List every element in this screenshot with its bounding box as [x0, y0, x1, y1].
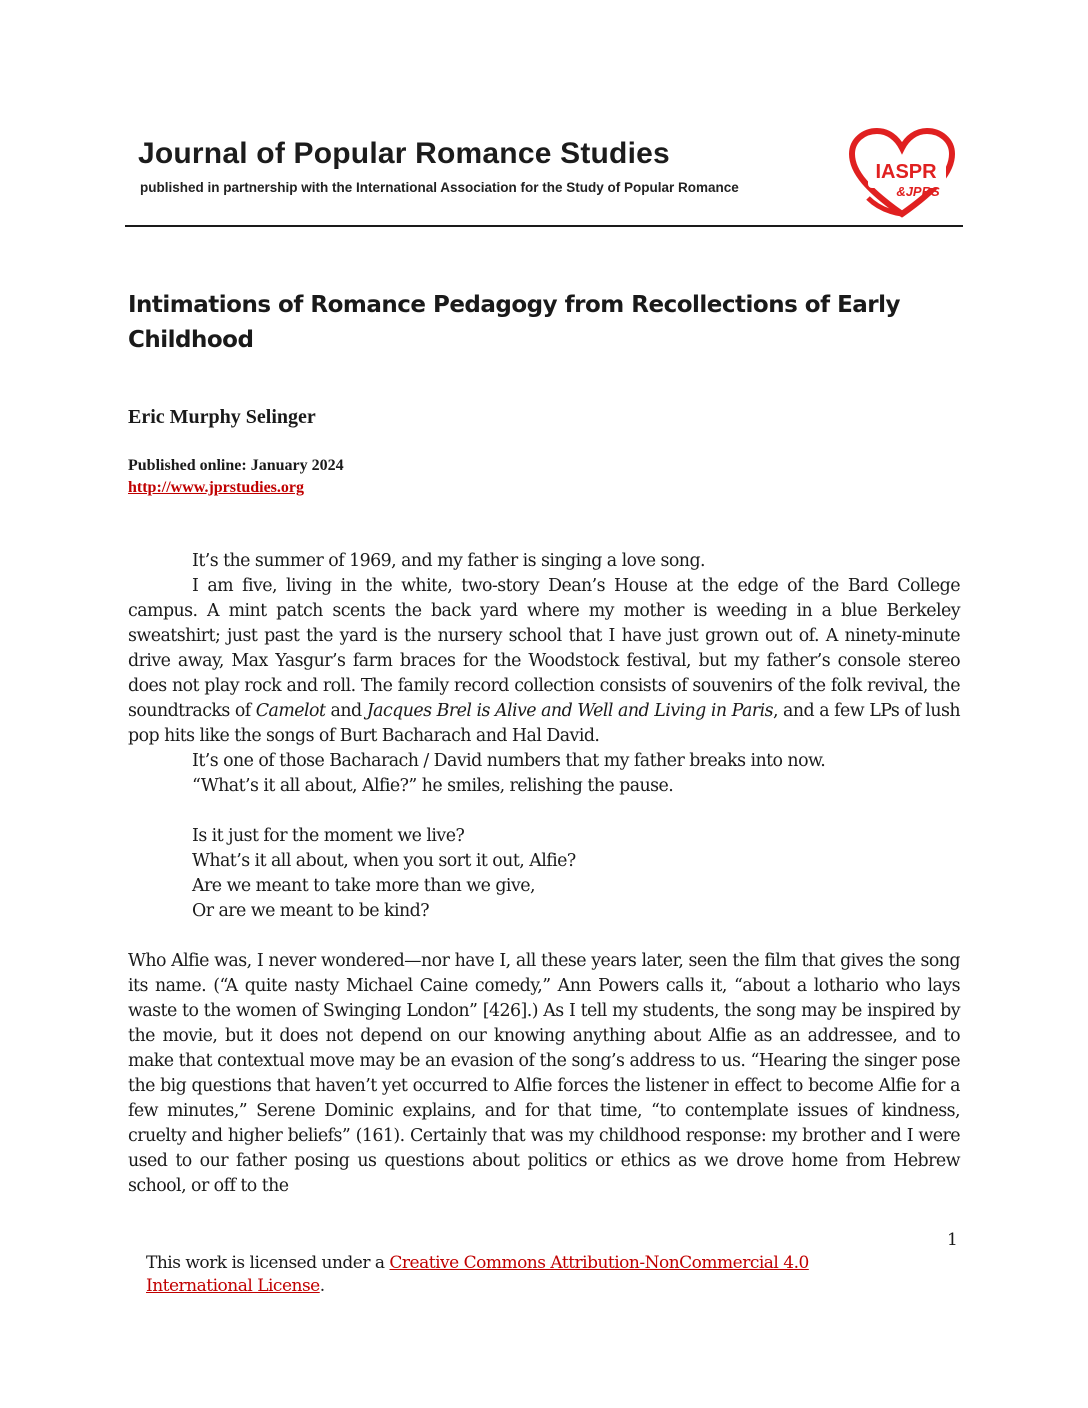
- song-lyrics: [192, 824, 960, 924]
- author-name: Eric Murphy Selinger: [128, 406, 316, 428]
- iaspr-logo: [848, 128, 956, 220]
- paragraph-1: It’s the summer of 1969, and my father is singing a love song.: [192, 551, 706, 571]
- journal-subtitle: published in partnership with the International Association for the Study of Popular Romance: [140, 180, 739, 195]
- lyric-line: Are we meant to take more than we give,: [192, 876, 535, 896]
- journal-title: Journal of Popular Romance Studies: [138, 137, 670, 170]
- page-number: 1: [947, 1230, 958, 1250]
- lyric-line: What’s it all about, when you sort it out, Alfie?: [192, 851, 576, 871]
- masthead-rule: [125, 225, 963, 227]
- journal-url-link[interactable]: http://www.jprstudies.org: [128, 479, 305, 496]
- paragraph-3: It’s one of those Bacharach / David numbers that my father breaks into now.: [192, 751, 826, 771]
- license-link[interactable]: Creative Commons Attribution-NonCommercial 4.0 International License: [146, 1253, 809, 1296]
- title-camelot: Camelot: [255, 701, 326, 721]
- lyric-line: Or are we meant to be kind?: [192, 901, 430, 921]
- paragraph-2: I am five, living in the white, two-story Dean’s House at the edge of the Bard College campus. A mint patch scents the back yard where my mother is weeding in a blue Berkeley sweatshirt; just past the yard is the nursery school that I have just grown out of. A ninety-minute drive away, Max Yasgur’s farm braces for the Woodstock festival, but my father’s console stereo does not play rock and roll. The family record collection consists of souvenirs of the folk revival, the soundtracks of Camelot and Jacques Brel is Alive and Well and Living in Paris, and a few LPs of lush pop hits like the songs of Burt Bacharach and Hal David.: [128, 576, 960, 746]
- paragraph-5: Who Alfie was, I never wondered—nor have I, all these years later, seen the film that gives the song its name. (“A quite nasty Michael Caine comedy,” Ann Powers calls it, “about a lothario who lays waste to the women of Swinging London” [426].) As I tell my students, the song may be inspired by the movie, but it does not depend on our knowing anything about Alfie as an addressee, and to make that contextual move may be an evasion of the song’s address to us. “Hearing the singer pose the big questions that haven’t yet occurred to Alfie forces the listener in effect to become Alfie for a few minutes,” Serene Dominic explains, and for that time, “to contemplate issues of kindness, cruelty and higher beliefs” (161). Certainly that was my childhood response: my brother and I were used to our father posing us questions about politics or ethics as we drove home from Hebrew school, or off to the: [128, 951, 960, 1196]
- lyric-line: Is it just for the moment we live?: [192, 826, 465, 846]
- title-jacques-brel: Jacques Brel is Alive and Well and Living in Paris: [366, 701, 773, 721]
- article-body: [128, 549, 960, 1199]
- logo-text-bottom: &JPRS: [896, 184, 940, 199]
- license-notice: This work is licensed under a Creative Commons Attribution-NonCommercial 4.0 International License.: [146, 1253, 809, 1296]
- logo-text-top: IASPR: [875, 161, 937, 183]
- article-title: Intimations of Romance Pedagogy from Recollections of Early Childhood: [128, 292, 901, 353]
- paragraph-4: “What’s it all about, Alfie?” he smiles, relishing the pause.: [192, 776, 674, 796]
- published-date: Published online: January 2024: [128, 457, 344, 474]
